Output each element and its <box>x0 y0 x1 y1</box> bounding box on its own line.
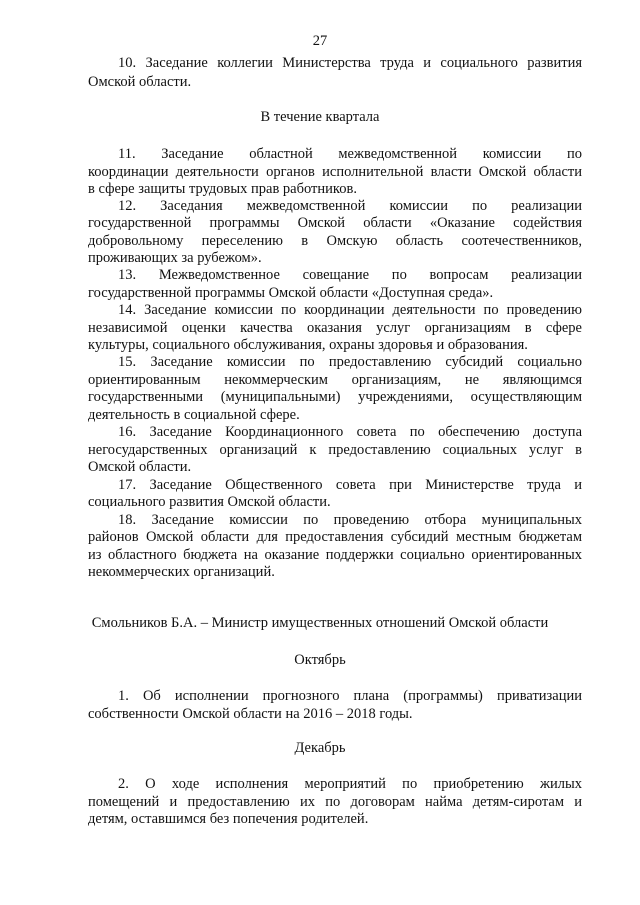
text-line: помещений и предоставлению их по договорам найма детям-сиротам и <box>88 794 582 810</box>
section-heading: Смольников Б.А. – Министр имущественных отношений Омской области <box>91 615 549 631</box>
text-line: собственности Омской области на 2016 – 2018 годы. <box>88 706 413 722</box>
text-line: Омской области. <box>88 459 192 475</box>
text-line: 17. Заседание Общественного совета при Министерстве труда и <box>118 477 582 493</box>
text-line: 16. Заседание Координационного совета по обеспечению доступа <box>118 424 582 440</box>
text-line: государственной программы Омской области «Оказание содействия <box>88 215 582 231</box>
text-line: социального развития Омской области. <box>88 494 331 510</box>
text-line: 18. Заседание комиссии по проведению отбора муниципальных <box>118 512 582 528</box>
page-number: 27 <box>312 33 328 49</box>
text-line: 11. Заседание областной межведомственной комиссии по <box>118 146 582 162</box>
text-line: детям, оставшимся без попечения родителей. <box>88 811 369 827</box>
text-line: некоммерческих организаций. <box>88 564 275 580</box>
text-line: добровольному переселению в Омскую область соотечественников, <box>88 233 582 249</box>
section-heading: Октябрь <box>294 652 346 668</box>
section-heading: Декабрь <box>294 740 346 756</box>
text-line: 2. О ходе исполнения мероприятий по приобретению жилых <box>118 776 582 792</box>
text-line: независимой оценки качества оказания услуг организациям в сфере <box>88 320 582 336</box>
text-line: государственной программы Омской области «Доступная среда». <box>88 285 494 301</box>
text-line: Омской области. <box>88 74 192 90</box>
text-line: 13. Межведомственное совещание по вопросам реализации <box>118 267 582 283</box>
text-line: 14. Заседание комиссии по координации деятельности по проведению <box>118 302 582 318</box>
text-line: деятельность в социальной сфере. <box>88 407 300 423</box>
text-line: районов Омской области для предоставления субсидий местным бюджетам <box>88 529 582 545</box>
text-line: координации деятельности органов исполнительной власти Омской области <box>88 164 582 180</box>
text-line: негосударственных организаций к предоставлению социальных услуг в <box>88 442 582 458</box>
text-line: 12. Заседания межведомственной комиссии по реализации <box>118 198 582 214</box>
text-line: 10. Заседание коллегии Министерства труда и социального развития <box>118 55 582 71</box>
section-heading: В течение квартала <box>260 109 380 125</box>
text-line: из областного бюджета на оказание поддержки социально ориентированных <box>88 547 582 563</box>
text-line: проживающих за рубежом». <box>88 250 262 266</box>
text-line: государственными (муниципальными) учреждениями, осуществляющим <box>88 389 582 405</box>
text-line: ориентированным некоммерческим организациям, не являющимся <box>88 372 582 388</box>
text-line: 15. Заседание комиссии по предоставлению субсидий социально <box>118 354 582 370</box>
text-line: в сфере защиты трудовых прав работников. <box>88 181 357 197</box>
text-line: 1. Об исполнении прогнозного плана (программы) приватизации <box>118 688 582 704</box>
text-line: культуры, социального обслуживания, охраны здоровья и образования. <box>88 337 528 353</box>
